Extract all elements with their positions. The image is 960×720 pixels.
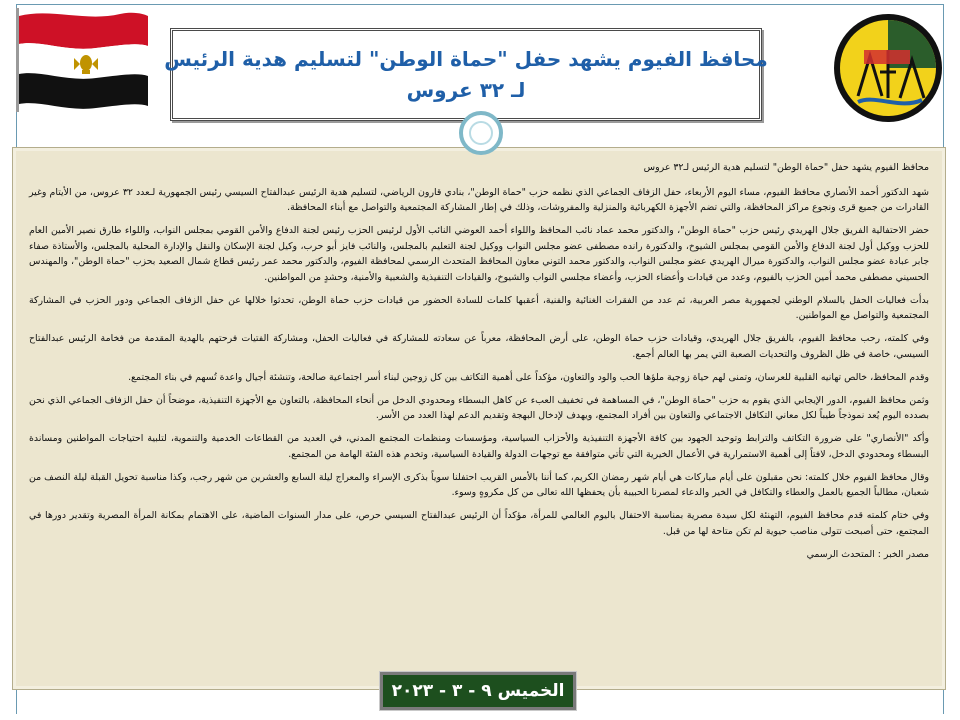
article-paragraph: وقال محافظ الفيوم خلال كلمته: نحن مقبلون على أيام مباركات هي أيام شهر رمضان الكريم، كما أننا بالأمس القريب احتفلنا سوياً بذكرى الإسراء والمعراج ليلة السابع والعشرين من شهر رجب، وكذا مناسبة تحويل القبلة ليلة النصف من شعبان، مطالباً الجميع بالعمل والعطاء والتكافل في الخير والدعاء لمصرنا الحبيبة بأن يحفظها الله تعالى من كل مكروهٍ وسوء. [29,471,929,498]
article-paragraph: حضر الاحتفالية الفريق جلال الهريدي رئيس حزب "حماة الوطن"، والدكتور محمد عماد نائب المحافظ واللواء أحمد العوضي النائب الأول لرئيس الحزب رئيس لجنة الدفاع والأمن القومي بمجلس النواب، واللواء طارق نصير الأمين العام للحزب ووكيل أول لجنة الدفاع والأمن القومي بمجلس الشيوخ، والدكتورة رانده مصطفى عضو مجلس النواب ووكيل لجنة التعليم بالمجلس، والنائب فايز أبو حرب، وكيل لجنة الإسكان والنقل والإدارة المحلية بالمجلس، والأستاذة صفاء جابر عبادة عضو مجلس النواب، والدكتورة ميرال الهريدي عضو مجلس النواب، والدكتور محمد التوني معاون المحافظ المتحدث الرسمي لمحافظة الفيوم، والدكتور محمد عمر رئيس قطاع شمال الصعيد بحزب "حماة الوطن"، والمهندس الحسيني مصطفى محمد أمين الحزب بالفيوم، وعدد من قيادات وأعضاء الحزب، وأعضاء مجلسي النواب والشيوخ، والقيادات التنفيذية والشعبية والأمنية، وحشدٍ من المواطنين. [29,225,929,283]
article-paragraph: بدأت فعاليات الحفل بالسلام الوطني لجمهورية مصر العربية، ثم عدد من الفقرات الغنائية والفنية، أعقبها كلمات للسادة الحضور من قيادات حزب حماة الوطن، تحدثوا خلالها عن حفل الزفاف الجماعي ودور الحزب في المشاركة المجتمعية والتواصل مع المواطنين. [29,294,929,321]
article-source: مصدر الخبر : المتحدث الرسمي [806,548,929,560]
headline-line-2: لـ ٣٢ عروس [406,77,526,102]
article-paragraph: وفي كلمته، رحب محافظ الفيوم، بالفريق جلال الهريدي، وقيادات حزب حماة الوطن، على أرض المحافظة، معرباً عن سعادته للمشاركة في فعاليات الحفل، ومشاركة الفتيات فرحتهم بالهدية المقدمة من فخامة الرئيس عبدالفتاح السيسي، خاصة في ظل الظروف والتحديات الصعبة التي يمر بها العالم أجمع. [29,333,929,360]
ring-ornament-icon [459,111,503,155]
article-headline-repeat: محافظ الفيوم يشهد حفل "حماة الوطن" لتسليم هدية الرئيس لـ٣٢ عروس [643,162,929,173]
date-banner [380,672,576,710]
frame-top-line [16,4,944,5]
egypt-flag-icon [16,8,150,112]
article-paragraph: شهد الدكتور أحمد الأنصاري محافظ الفيوم، مساء اليوم الأربعاء، حفل الزفاف الجماعي الذي نظمه حزب "حماة الوطن"، بنادي قارون الرياضي، لتسليم هدية الرئيس عبدالفتاح السيسي رئيس الجمهورية لـعدد ٣٢ عروس، من الأيتام وغير القادرات من جميع قرى ونجوع مراكز المحافظة، والتي تضم الأجهزة الكهربائية والمنزلية والمفروشات، وذلك في إطار المشاركة المجتمعية والتواصل مع أبناء المحافظة. [29,186,930,213]
article-paragraph: وثمن محافظ الفيوم، الدور الإيجابي الذي يقوم به حزب "حماة الوطن"، في المساهمة في تخفيف العبء عن كاهل البسطاء ومحدودي الدخل من أنحاء المحافظة، بالتعاون مع الأجهزة التنفيذية، موضحاً أن حفل الزفاف الجماعي الذي نحن بصدده اليوم يُعد نموذجاً طيباً لكل معاني التكافل الاجتماعي والتعاون بين أفراد المجتمع، ويهدف لإدخال البهجة وتقديم الدعم لهذا العدد من الأسر. [29,394,929,421]
headline-line-1: محافظ الفيوم يشهد حفل "حماة الوطن" لتسليم هدية الرئيس [164,46,768,71]
publish-date: الخميس ٩ - ٣ - ٢٠٢٣ [391,681,565,701]
article-paragraph: وفي ختام كلمته قدم محافظ الفيوم، التهنئة لكل سيدة مصرية بمناسبة الاحتفال باليوم العالمي للمرأة، مؤكداً أن الرئيس عبدالفتاح السيسي حرص، على مدار السنوات الماضية، على الاهتمام بمكانة المرأة المصرية وتقدير دورها في المجتمع، حتى أصبحت تتولى مناصب حيوية لم تكن متاحة لها من قبل. [29,510,929,537]
article-panel [12,147,946,690]
article-paragraph: وأكد "الأنصاري" على ضرورة التكاتف والترابط وتوحيد الجهود بين كافة الأجهزة التنفيذية والأحزاب السياسية، ومؤسسات ومنظمات المجتمع المدني، في العديد من القطاعات الخدمية والتنموية، لتلبية احتياجات المواطنين ومساندة البسطاء ومحدودي الدخل، لافتاً إلى أهمية الاستمرارية في الأعمال الخيرية التي تأتي متوافقة مع توجهات الدولة والقيادة السياسية، وتخدم هذه الفئة الهامة من المجتمع. [29,433,929,460]
article-paragraph: وقدم المحافظ، خالص تهانيه القلبية للعرسان، وتمنى لهم حياة زوجية ملؤها الحب والود والتعاون، مؤكداً على أهمية التكاتف بين كل زوجين لبناء أسر اجتماعية صالحة، وتنشئة أجيال واعدة تُسهم في بناء المجتمع. [128,371,929,383]
headline-box [164,28,768,121]
governorate-logo-icon [830,10,946,126]
